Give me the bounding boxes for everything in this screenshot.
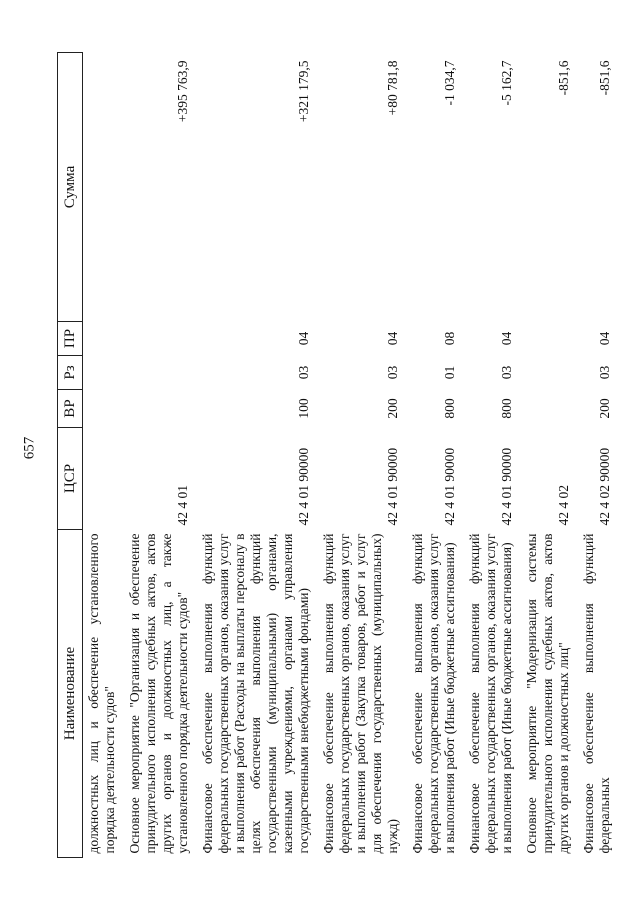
cell-name: должностных лиц и обеспечение установленного порядка деятельности судов" [86, 533, 117, 854]
header-name: Наименование [58, 530, 83, 858]
header-sum: Сумма [58, 53, 83, 322]
cell-pr: 04 [385, 331, 400, 346]
cell-csr [83, 428, 125, 530]
cell-name: Финансовое обеспечение выполнения функций федеральных государственных органов, оказания услуг и выполнения работ (Расходы на выплаты персоналу в целях обеспечения выполнения функций государственными (муниципальными) органами, казенными учреждениями, органами управления государственными внебюджетными фондами) [200, 533, 311, 854]
cell-name: Финансовое обеспечение выполнения функций федеральных государственных органов, оказания услуг и выполнения работ (Иные бюджетные ассигнования) [467, 533, 514, 854]
cell-sum: -851,6 [556, 60, 571, 96]
cell-pr: 04 [296, 331, 311, 346]
cell-pr: 04 [499, 331, 514, 346]
header-rz: Рз [58, 356, 83, 390]
cell-csr: 42 4 02 [556, 485, 571, 526]
cell-rz [83, 356, 125, 390]
table-row [407, 53, 464, 858]
cell-name: Финансовое обеспечение выполнения функций федеральных государственных органов, оказания услуг и выполнения работ (Иные бюджетные ассигнования) [410, 533, 457, 854]
table-header-row [58, 53, 83, 858]
cell-sum: +321 179,5 [296, 60, 311, 123]
budget-table-container [57, 53, 612, 858]
cell-rz [521, 356, 578, 390]
cell-csr: 42 4 01 90000 [442, 447, 457, 526]
cell-name: Основное мероприятие "Модернизация системы принудительного исполнения судебных актов, актов других органов и должностных лиц" [524, 533, 571, 854]
table-row [464, 53, 521, 858]
cell-pr: 04 [597, 331, 612, 346]
table-row [521, 53, 578, 858]
cell-sum: -5 162,7 [499, 60, 514, 106]
cell-name: Основное мероприятие "Организация и обеспечение принудительного исполнения судебных актов, актов других органов и должностных лиц, а также установленного порядка деятельности судов" [127, 533, 190, 854]
header-vr: ВР [58, 390, 83, 428]
cell-name: Финансовое обеспечение выполнения функций федеральных [581, 533, 612, 854]
cell-sum: -1 034,7 [442, 60, 457, 106]
cell-rz: 03 [296, 365, 311, 380]
table-row [578, 53, 619, 858]
cell-rz: 03 [597, 365, 612, 380]
cell-vr [521, 390, 578, 428]
cell-pr [124, 322, 197, 356]
cell-vr [124, 390, 197, 428]
cell-vr: 200 [597, 398, 612, 419]
cell-csr: 42 4 01 90000 [385, 447, 400, 526]
header-csr: ЦСР [58, 428, 83, 530]
cell-rz: 03 [385, 365, 400, 380]
cell-vr: 800 [499, 398, 514, 419]
cell-csr: 42 4 01 [175, 485, 190, 526]
table-row [83, 53, 125, 858]
cell-pr [521, 322, 578, 356]
header-pr: ПР [58, 322, 83, 356]
cell-csr: 42 4 01 90000 [296, 447, 311, 526]
page-number-text: 657 [21, 436, 38, 460]
cell-pr [83, 322, 125, 356]
cell-sum: +80 781,8 [385, 60, 400, 116]
cell-vr: 200 [385, 398, 400, 419]
cell-vr: 800 [442, 398, 457, 419]
cell-rz [124, 356, 197, 390]
cell-sum [83, 53, 125, 322]
cell-csr: 42 4 01 90000 [499, 447, 514, 526]
table-row [197, 53, 318, 858]
budget-table [57, 52, 619, 858]
cell-pr: 08 [442, 331, 457, 346]
cell-sum: +395 763,9 [175, 60, 190, 123]
cell-rz: 01 [442, 365, 457, 380]
cell-name: Финансовое обеспечение выполнения функций федеральных государственных органов, оказания услуг и выполнения работ (Закупка товаров, работ и услуг для обеспечения государственных (муниципальных) нужд) [321, 533, 400, 854]
cell-rz: 03 [499, 365, 514, 380]
table-row [124, 53, 197, 858]
cell-csr: 42 4 02 90000 [597, 447, 612, 526]
cell-vr: 100 [296, 398, 311, 419]
page-number [20, 418, 40, 478]
table-row [318, 53, 407, 858]
cell-vr [83, 390, 125, 428]
cell-sum: -851,6 [597, 60, 612, 96]
